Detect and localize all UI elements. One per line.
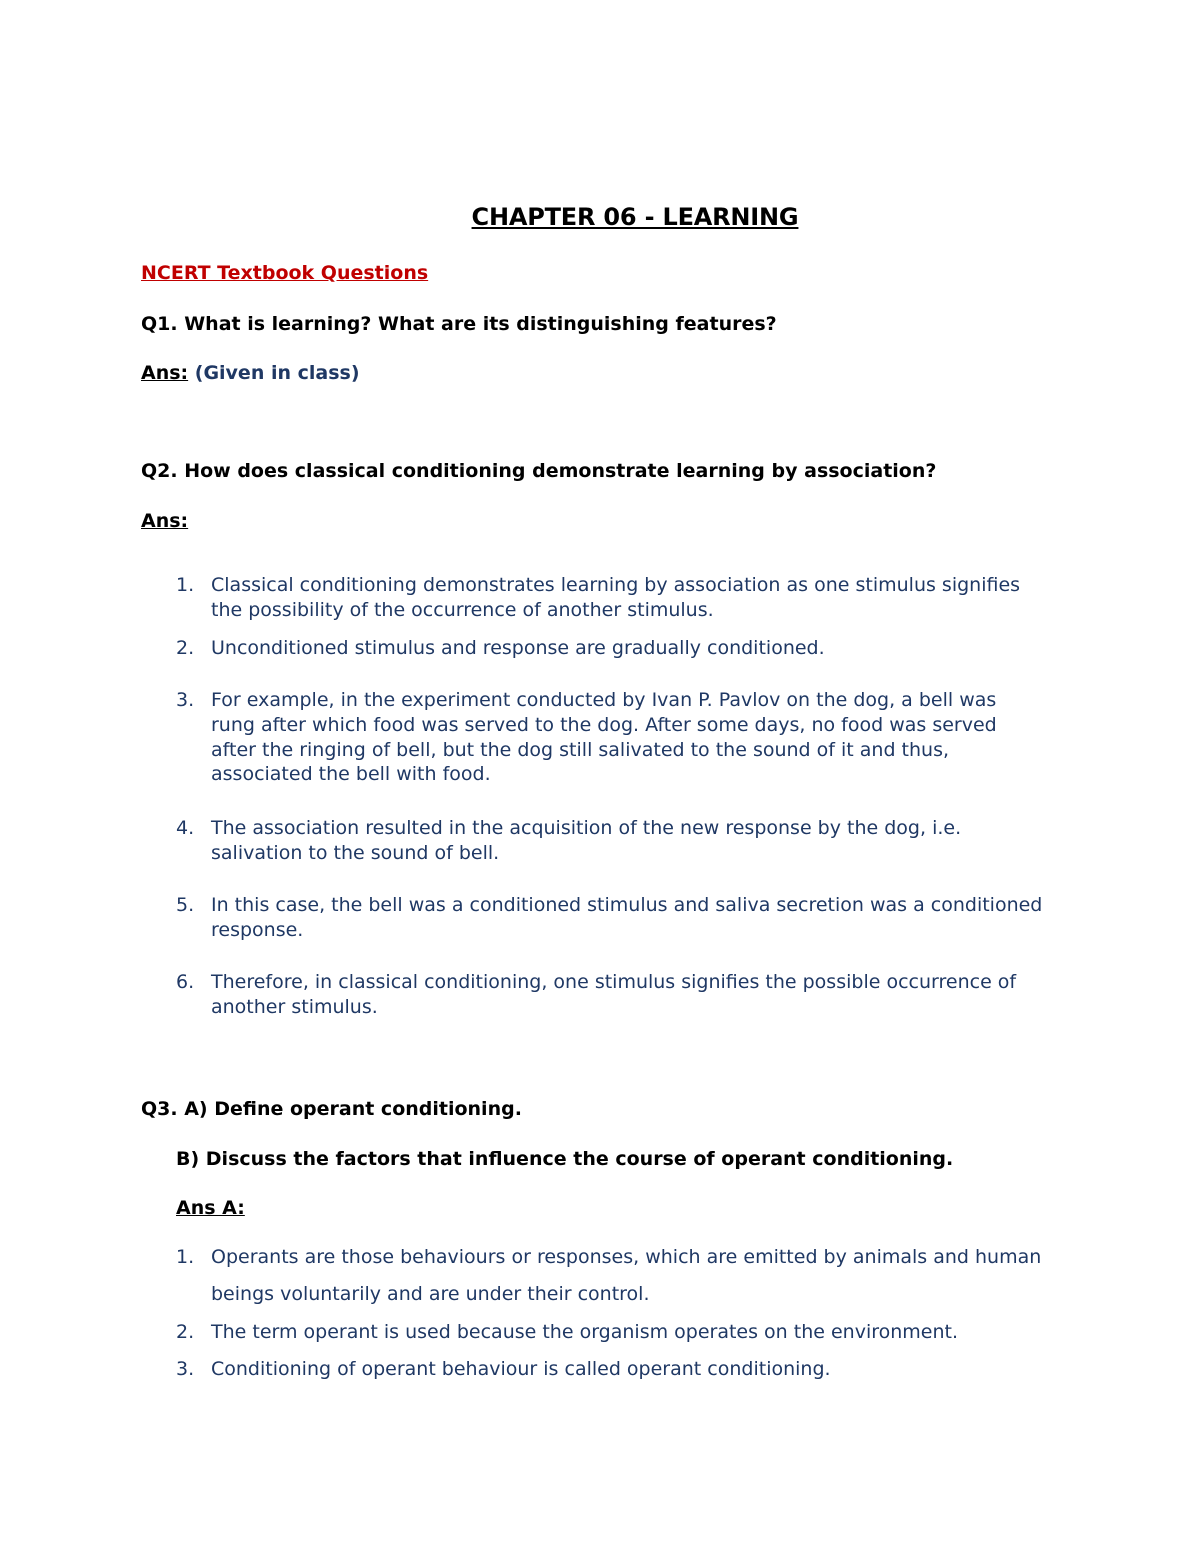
answer-3a-label: Ans A: (176, 1197, 245, 1219)
question-3b: B) Discuss the factors that influence the course of operant conditioning. (176, 1148, 954, 1170)
answer-1 (141, 362, 360, 384)
document-page: CHAPTER 06 - LEARNING NCERT Textbook Questions Q1. What is learning? What are its distinguishing features? Ans: (Given in class) Q2. How does classical conditioning demonstrate learning by association? Ans: 1. Classical conditioning demonstrates learning by association as one stimulus signifies the possibility of the occurrence of another stimulus. 2. Unconditioned stimulus and response are gradually conditioned. 3. For example, in the experiment conducted by Ivan P. Pavlov on the dog, a bell was rung after which food was served to the dog. After some days, no food was served after the ringing of bell, but the dog still salivated to the sound of it and thus, associated the bell with food. 4. The association resulted in the acquisition of the new response by the dog, i.e. salivation to the sound of bell. 5. In this case, the bell was a conditioned stimulus and saliva secretion was a conditioned response. 6. Therefore, in classical conditioning, one stimulus signifies the possible occurrence of another stimulus. Q3. A) Define operant conditioning. B) Discuss the factors that influence the course of operant conditioning. Ans A: 1. Operants are those behaviours or responses, which are emitted by animals and human beings voluntarily and are under their control. 2. The term operant is used because the organism operates on the environment. 3. Conditioning of operant behaviour is called operant conditioning. (0, 0, 1200, 1553)
answer-1-text: (Given in class) (188, 362, 360, 384)
section-subtitle: NCERT Textbook Questions (141, 262, 429, 284)
question-1: Q1. What is learning? What are its distinguishing features? (141, 313, 777, 335)
question-3a: Q3. A) Define operant conditioning. (141, 1098, 522, 1120)
question-2: Q2. How does classical conditioning demonstrate learning by association? (141, 460, 937, 482)
answer-1-label: Ans: (141, 362, 189, 384)
answer-2-label: Ans: (141, 510, 189, 532)
page-title: CHAPTER 06 - LEARNING (471, 203, 799, 231)
